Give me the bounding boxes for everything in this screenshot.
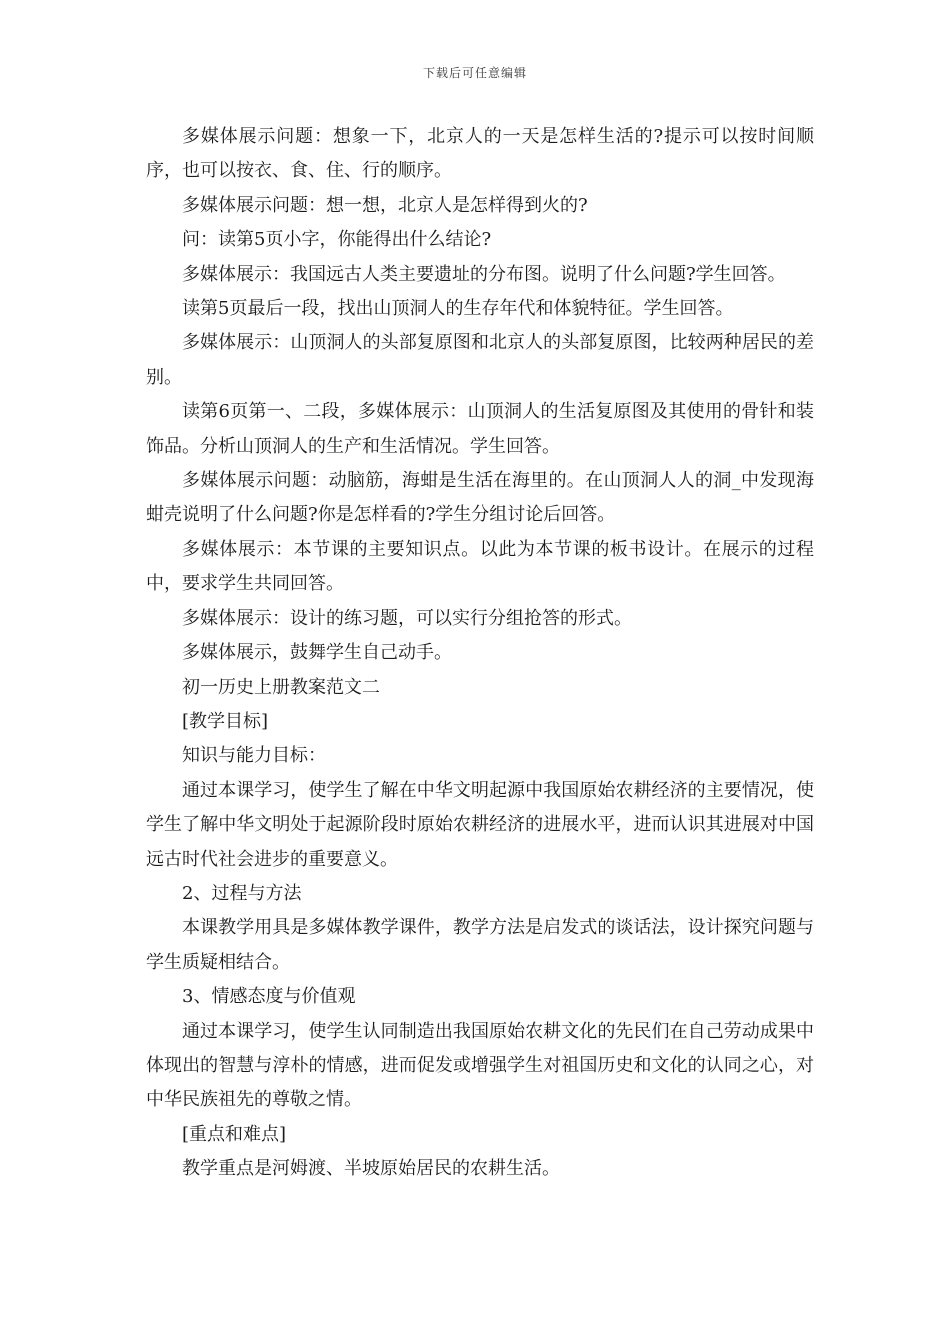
section-title: 初一历史上册教案范文二	[182, 676, 380, 698]
section-heading: [教学目标]	[182, 710, 269, 732]
paragraph: 本课教学用具是多媒体教学课件，教学方法是启发式的谈话法，设计探究问题与学生质疑相结合。	[146, 917, 814, 973]
subsection-heading: 知识与能力目标：	[182, 745, 326, 767]
paragraph: 多媒体展示问题：想象一下，北京人的一天是怎样生活的?提示可以按时间顺序，也可以按衣、食、住、行的顺序。	[146, 126, 814, 182]
section-heading: [重点和难点]	[182, 1123, 287, 1145]
paragraph: 教学重点是河姆渡、半坡原始居民的农耕生活。	[182, 1158, 560, 1180]
page-header: 下载后可任意编辑	[422, 66, 527, 80]
paragraph: 通过本课学习，使学生认同制造出我国原始农耕文化的先民们在自己劳动成果中体现出的智慧与淳朴的情感，进而促发或增强学生对祖国历史和文化的认同之心，对中华民族祖先的尊敬之情。	[146, 1020, 814, 1111]
subsection-heading: 3、情感态度与价值观	[182, 986, 356, 1008]
paragraph: 多媒体展示问题：动脑筋，海蚶是生活在海里的。在山顶洞人人的洞_中发现海蚶壳说明了什么问题?你是怎样看的?学生分组讨论后回答。	[146, 470, 814, 526]
paragraph: 多媒体展示：设计的练习题，可以实行分组抢答的形式。	[182, 607, 632, 629]
paragraph: 多媒体展示问题：想一想，北京人是怎样得到火的?	[182, 194, 588, 216]
paragraph: 多媒体展示：本节课的主要知识点。以此为本节课的板书设计。在展示的过程中，要求学生共同回答。	[146, 538, 814, 595]
paragraph: 多媒体展示：我国远古人类主要遗址的分布图。说明了什么问题?学生回答。	[182, 263, 786, 285]
paragraph: 通过本课学习，使学生了解在中华文明起源中我国原始农耕经济的主要情况，使学生了解中华文明处于起源阶段时原始农耕经济的进展水平，进而认识其进展对中国远古时代社会进步的重要意义。	[146, 779, 814, 870]
paragraph: 问：读第5页小字，你能得出什么结论?	[182, 229, 492, 251]
paragraph: 读第5页最后一段，找出山顶洞人的生存年代和体貌特征。学生回答。	[182, 298, 734, 320]
document-body	[146, 120, 814, 1187]
paragraph: 多媒体展示：山顶洞人的头部复原图和北京人的头部复原图，比较两种居民的差别。	[146, 332, 814, 388]
paragraph: 读第6页第一、二段，多媒体展示：山顶洞人的生活复原图及其使用的骨针和装饰品。分析山顶洞人的生产和生活情况。学生回答。	[146, 401, 814, 457]
subsection-heading: 2、过程与方法	[182, 882, 302, 904]
paragraph: 多媒体展示，鼓舞学生自己动手。	[182, 642, 452, 664]
